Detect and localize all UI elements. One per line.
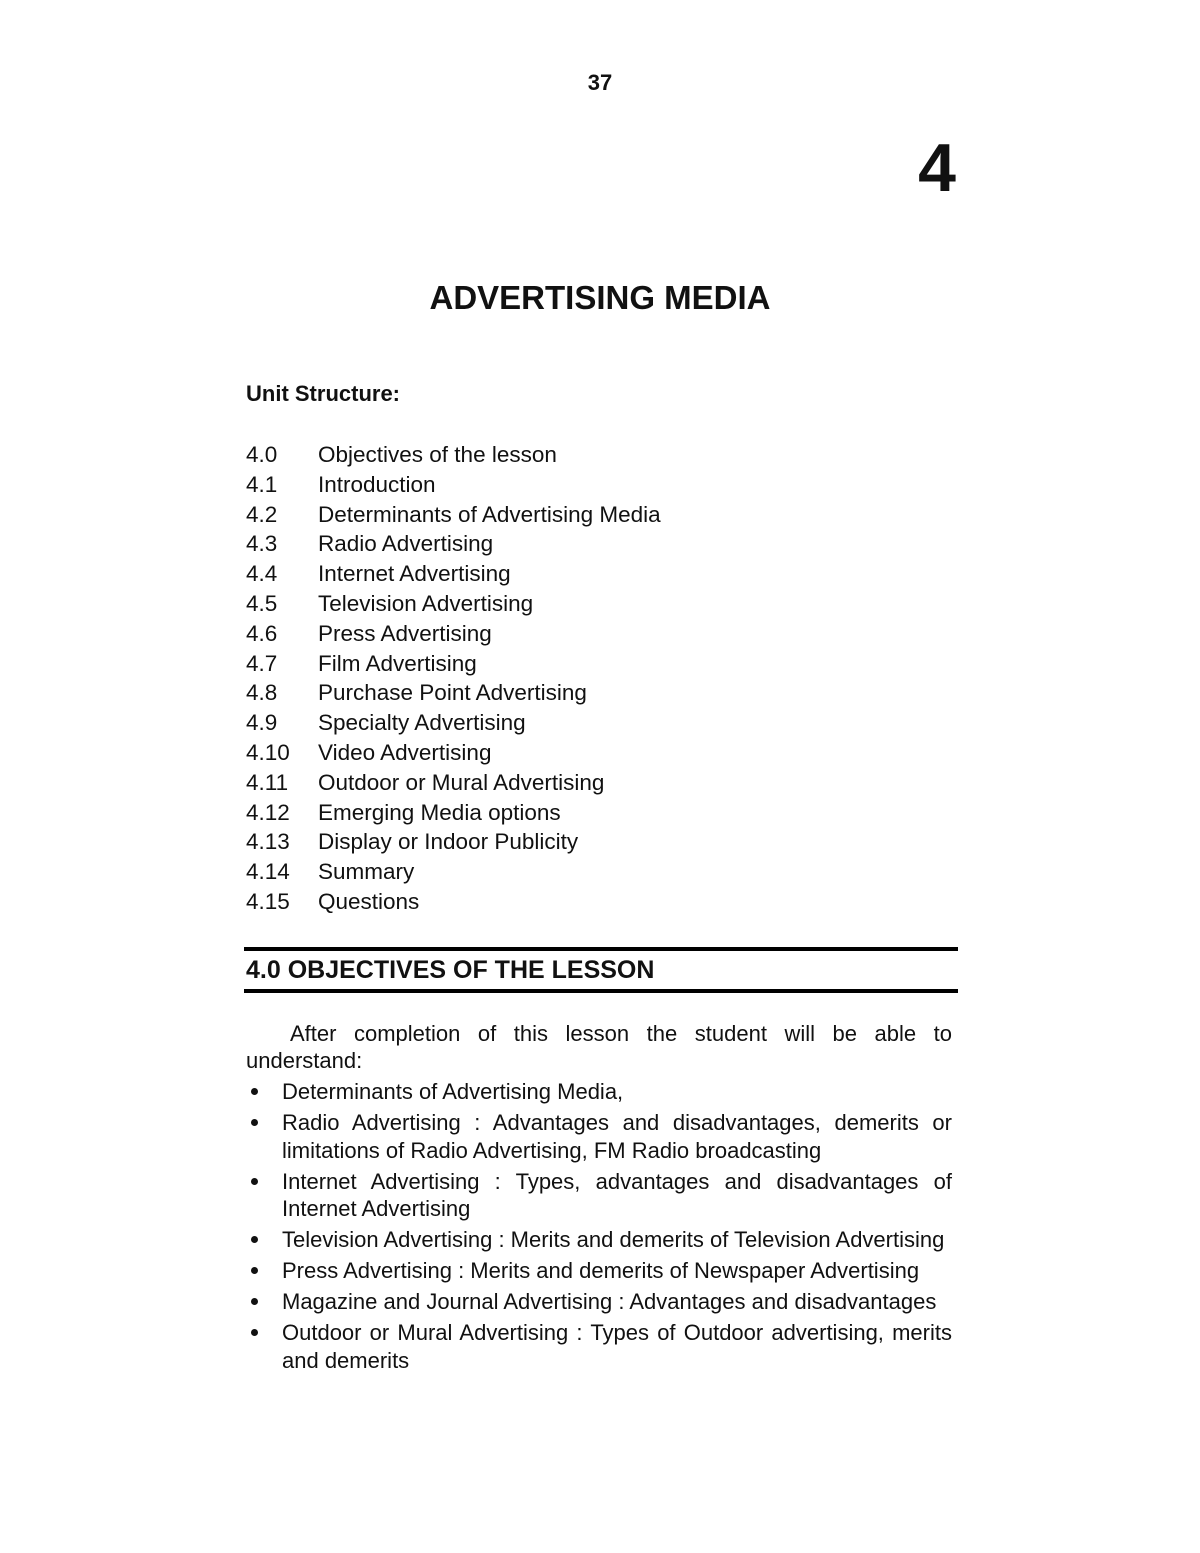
toc-item-number: 4.12 (246, 799, 290, 825)
toc-item-number: 4.5 (246, 590, 278, 616)
toc-item-number: 4.3 (246, 531, 278, 557)
objective-text: Determinants of Advertising Media, (282, 1079, 624, 1104)
objectives-list (246, 1078, 952, 1378)
bullet-icon (251, 1088, 258, 1095)
toc-item-number: 4.9 (246, 710, 278, 736)
objective-item (246, 1319, 952, 1374)
toc-item (246, 500, 661, 530)
bullet-icon (251, 1329, 258, 1336)
toc-item-label: Video Advertising (318, 739, 492, 765)
objective-text: Radio Advertising : Advantages and disadvantages, demerits or limitations of Radio Advertising, FM Radio broadcasting (282, 1110, 952, 1163)
toc-item (246, 887, 661, 917)
toc-item-label: Internet Advertising (318, 561, 511, 587)
toc-item-number: 4.7 (246, 650, 278, 676)
chapter-title: ADVERTISING MEDIA (429, 279, 771, 316)
chapter-number: 4 (918, 130, 956, 206)
toc-item-number: 4.4 (246, 561, 278, 587)
toc-item (246, 649, 661, 679)
objectives-heading-text: 4.0 OBJECTIVES OF THE LESSON (246, 956, 655, 984)
objective-text: Internet Advertising : Types, advantages and disadvantages of Internet Advertising (282, 1168, 952, 1221)
objective-text: Television Advertising : Merits and demerits of Television Advertising (282, 1227, 945, 1252)
toc-item-label: Television Advertising (318, 590, 534, 616)
objective-item (246, 1257, 952, 1285)
toc-item (246, 768, 661, 798)
toc-item (246, 440, 661, 470)
toc-item-label: Introduction (318, 471, 436, 497)
toc-item-number: 4.15 (246, 888, 290, 914)
toc-item-label: Radio Advertising (318, 531, 494, 557)
toc-item-label: Objectives of the lesson (318, 442, 557, 467)
toc-item-number: 4.14 (246, 859, 290, 885)
objective-item (246, 1109, 952, 1164)
toc-item (246, 857, 661, 887)
objective-item (246, 1078, 952, 1106)
toc-item-label: Display or Indoor Publicity (318, 829, 579, 855)
toc-item (246, 619, 661, 649)
page-number: 37 (587, 70, 613, 95)
bullet-icon (251, 1119, 258, 1126)
toc-item (246, 678, 661, 708)
toc-item-label: Questions (318, 888, 420, 914)
objective-item (246, 1288, 952, 1316)
unit-structure-heading: Unit Structure: (246, 381, 400, 406)
toc-item-number: 4.13 (246, 829, 290, 855)
objective-item (246, 1168, 952, 1223)
toc-item-label: Film Advertising (318, 650, 477, 676)
toc-item (246, 589, 661, 619)
toc-item (246, 708, 661, 738)
bullet-icon (251, 1236, 258, 1243)
objectives-section-heading (244, 947, 958, 993)
objectives-intro: After completion of this lesson the student will be able to understand: (246, 1021, 952, 1073)
toc-item (246, 827, 661, 857)
toc-item-label: Emerging Media options (318, 799, 561, 825)
objective-text: Press Advertising : Merits and demerits of Newspaper Advertising (282, 1258, 920, 1283)
toc-item-label: Summary (318, 859, 415, 885)
toc-item (246, 529, 661, 559)
toc-item-label: Specialty Advertising (318, 710, 526, 736)
unit-structure-list (246, 440, 661, 917)
bullet-icon (251, 1298, 258, 1305)
toc-item (246, 798, 661, 828)
bullet-icon (251, 1178, 258, 1185)
toc-item (246, 559, 661, 589)
toc-item-label: Outdoor or Mural Advertising (318, 769, 605, 795)
toc-item-label: Determinants of Advertising Media (318, 501, 661, 527)
toc-item-label: Press Advertising (318, 620, 492, 646)
toc-item-number: 4.0 (246, 442, 278, 467)
toc-item (246, 738, 661, 768)
objective-text: Outdoor or Mural Advertising : Types of Outdoor advertising, merits and demerits (282, 1320, 952, 1373)
objective-item (246, 1226, 952, 1254)
toc-item-number: 4.6 (246, 620, 278, 646)
toc-item-label: Purchase Point Advertising (318, 680, 587, 706)
toc-item-number: 4.1 (246, 471, 278, 497)
toc-item-number: 4.11 (246, 769, 289, 795)
toc-item-number: 4.2 (246, 501, 278, 527)
toc-item-number: 4.8 (246, 680, 278, 706)
bullet-icon (251, 1267, 258, 1274)
toc-item-number: 4.10 (246, 739, 290, 765)
objective-text: Magazine and Journal Advertising : Advantages and disadvantages (282, 1289, 937, 1314)
toc-item (246, 470, 661, 500)
